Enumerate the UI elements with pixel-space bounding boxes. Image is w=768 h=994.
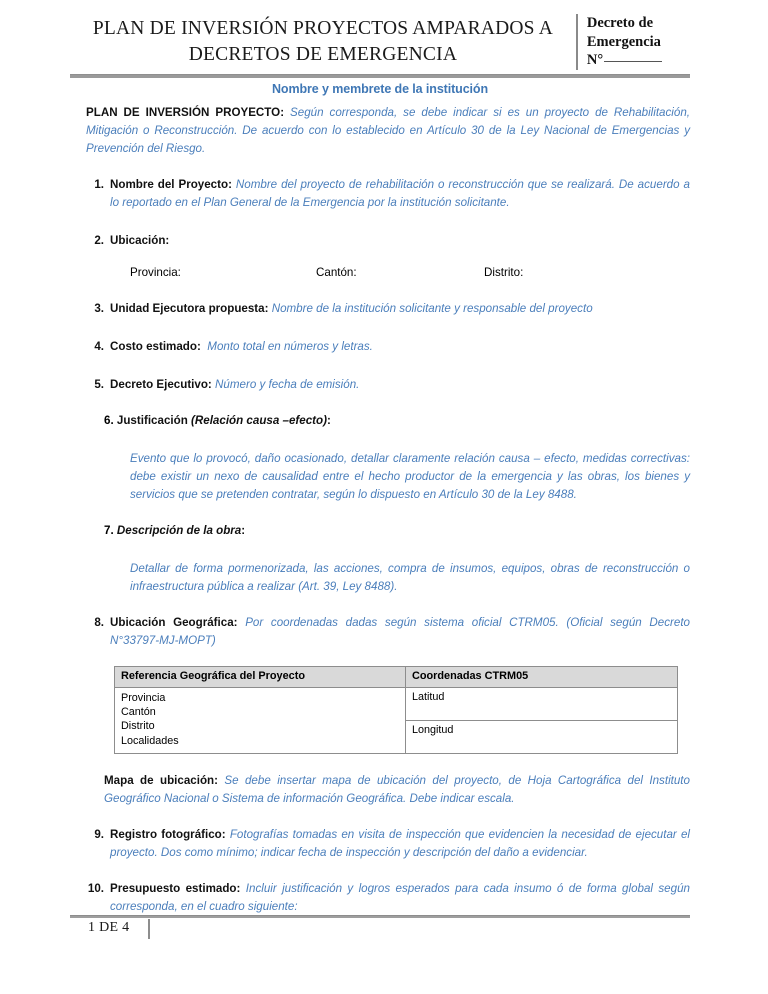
table-header-geographic-reference: Referencia Geográfica del Proyecto [115, 667, 406, 688]
list-item-3-label: Unidad Ejecutora propuesta: [110, 302, 269, 315]
list-item-4 [94, 338, 690, 356]
list-item-9-hint: Fotografías tomadas en visita de inspección que evidencien la necesidad de ejecutar el proyecto. Dos como mínimo; indicar fecha de inspección y descripción del daño a evidenciar. [110, 828, 690, 859]
list-item-6-paragraph: Evento que lo provocó, daño ocasionado, detallar claramente relación causa – efecto, medidas correctivas: debe existir un nexo de causalidad entre el hecho productor de la emergencia y las obras, los bienes y servicios que se pretenden contratar, según lo dispuesto en Artículo 30 de la Ley 8488. [130, 452, 690, 501]
list-item-7-label: Descripción de la obra [116, 524, 242, 537]
list-item-10 [87, 880, 690, 916]
table-cell-localities: Localidades [121, 734, 179, 747]
list-item-7-paragraph: Detallar de forma pormenorizada, las acciones, compra de insumos, equipos, obras de reconstrucción o infraestructura pública a realizar (Art. 39, Ley 8488). [130, 562, 690, 593]
list-item-10-label: Presupuesto estimado [110, 882, 237, 895]
list-item-6 [104, 412, 690, 430]
footer-divider [70, 915, 690, 918]
table-cell-latitude[interactable]: Latitud [406, 688, 678, 721]
list-item-8-hint: Por coordenadas dadas según sistema oficial CTRM05. (Oficial según Decreto N°33797-MJ-MOPT) [110, 616, 690, 647]
list-item-10-hint: Incluir justificación y logros esperados para cada insumo ó de forma global según corresponda, en el cuadro siguiente: [110, 882, 690, 913]
province-field-label[interactable]: Provincia: [130, 266, 181, 279]
decree-number-field[interactable] [587, 51, 690, 70]
location-fields-row [130, 266, 768, 284]
header-divider [70, 74, 690, 78]
table-header-coordinates: Coordenadas CTRM05 [406, 667, 678, 688]
list-item-2-number: 2. [94, 234, 104, 247]
footer-vertical-rule [148, 919, 150, 939]
list-item-9-number: 9. [94, 828, 104, 841]
geographic-reference-table [114, 666, 678, 754]
list-item-6-label-italic: (Relación causa –efecto) [191, 414, 327, 427]
list-item-2 [94, 232, 690, 250]
list-item-3-hint: Nombre de la institución solicitante y responsable del proyecto [271, 302, 593, 315]
title-line-2: DECRETOS DE EMERGENCIA [188, 44, 458, 65]
list-item-5-label: Decreto Ejecutivo: [110, 378, 212, 391]
decree-box-line-2: Emergencia [586, 33, 661, 50]
list-item-10-label-tail: : [236, 882, 241, 895]
list-item-8-label: Ubicación Geográfica: [110, 616, 238, 629]
table-header-row [115, 667, 678, 688]
list-item-9 [94, 826, 690, 862]
table-cell-canton: Cantón [121, 706, 156, 719]
document-header [70, 14, 690, 70]
intro-hint: Según corresponda, se debe indicar si es un proyecto de Rehabilitación, Mitigación o Reconstrucción. De acuerdo con lo establecido en Artículo 30 de la Ley Nacional de Emergencias y Prevención del Riesgo. [86, 106, 690, 155]
list-item-4-hint: Monto total en números y letras. [207, 340, 373, 353]
document-body [0, 104, 768, 916]
list-item-1 [94, 176, 690, 212]
decree-number-prefix: N° [586, 52, 604, 68]
decree-number-box [576, 14, 690, 70]
list-item-3 [94, 300, 690, 318]
list-item-2-label: Ubicación: [110, 234, 170, 247]
list-item-5-number: 5. [94, 378, 104, 391]
canton-field-label[interactable]: Cantón: [316, 266, 357, 279]
list-item-6-number: 6. [104, 414, 114, 427]
title-line-1: PLAN DE INVERSIÓN PROYECTOS AMPARADOS A [92, 18, 554, 39]
map-location-hint: Se debe insertar mapa de ubicación del proyecto, de Hoja Cartográfica del Instituto Geográfico Nacional o Sistema de información Geográfica. Debe indicar escala. [104, 774, 690, 805]
list-item-7-number: 7. [104, 524, 114, 537]
page-number: 1 DE 4 [88, 920, 130, 935]
table-cell-province: Provincia [121, 692, 166, 704]
decree-number-blank [604, 61, 662, 62]
list-item-6-label-tail: : [326, 414, 331, 427]
list-item-5 [94, 376, 690, 394]
list-item-8 [94, 614, 690, 650]
list-item-9-label: Registro fotográfico: [110, 828, 226, 841]
map-location-label: Mapa de ubicación: [104, 774, 218, 787]
page-title [70, 14, 576, 68]
decree-box-line-1: Decreto de [586, 15, 653, 31]
institution-subtitle: Nombre y membrete de la institución [272, 82, 488, 96]
map-location-block [104, 772, 690, 808]
list-item-7 [104, 522, 690, 540]
list-item-6-label: Justificación [116, 414, 188, 427]
list-item-5-hint: Número y fecha de emisión. [215, 378, 360, 391]
table-cell-district: Distrito [121, 720, 155, 733]
table-cell-location-list[interactable] [115, 688, 406, 754]
list-item-4-number: 4. [94, 340, 104, 353]
district-field-label[interactable]: Distrito: [484, 266, 524, 279]
list-item-3-number: 3. [94, 302, 104, 315]
intro-label: PLAN DE INVERSIÓN PROYECTO: [86, 106, 285, 119]
list-item-8-number: 8. [94, 616, 104, 629]
list-item-1-label: Nombre del Proyecto: [110, 178, 232, 191]
list-item-10-number: 10. [87, 882, 104, 895]
list-item-1-number: 1. [94, 178, 104, 191]
list-item-1-hint: Nombre del proyecto de rehabilitación o reconstrucción que se realizará. De acuerdo a lo reportado en el Plan General de la Emergencia por la institución solicitante. [110, 178, 690, 209]
list-item-7-label-tail: : [241, 524, 246, 537]
table-row [115, 688, 678, 721]
list-item-4-label: Costo estimado: [110, 340, 201, 353]
table-cell-longitude[interactable]: Longitud [406, 721, 678, 754]
intro-paragraph [86, 104, 690, 158]
